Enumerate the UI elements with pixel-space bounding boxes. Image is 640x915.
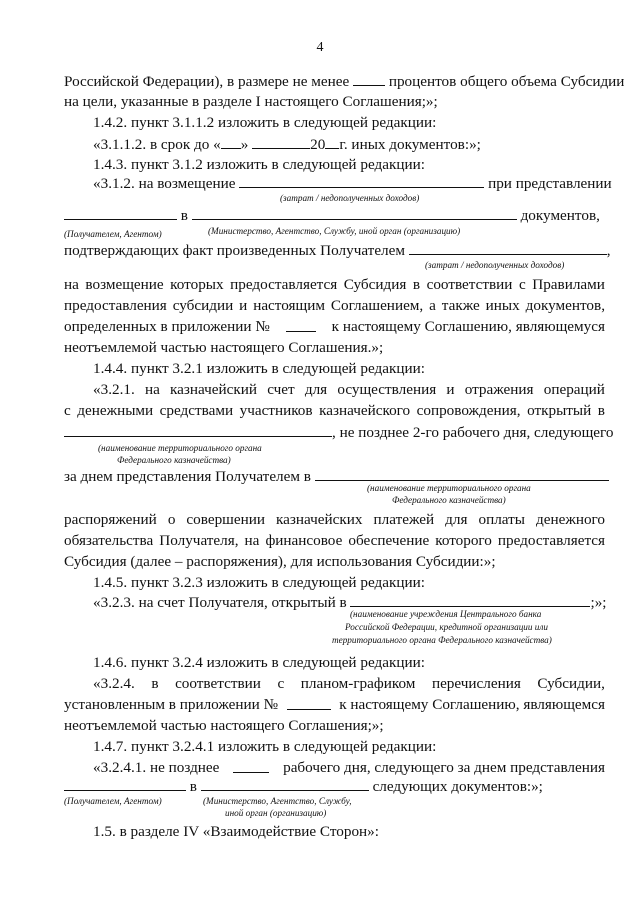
text-line: [64, 511, 605, 529]
field-caption: территориального органа Федерального казначейства): [332, 635, 552, 645]
word: 1.4.6. пункт 3.2.4 изложить в следующей редакции:: [93, 654, 425, 671]
field-caption: (Министерство, Агентство, Службу,: [203, 796, 352, 806]
text-line: [64, 206, 600, 225]
word: с: [64, 402, 71, 419]
field-caption: (наименование территориального органа: [98, 443, 262, 453]
word: в: [412, 276, 421, 293]
word: с: [518, 276, 526, 293]
word: ;»;: [590, 594, 607, 611]
word: 1.5. в разделе IV «Взаимодействие Сторон»:: [93, 823, 379, 840]
field-caption: (наименование территориального органа: [367, 483, 531, 493]
word: на: [64, 276, 79, 293]
word: 1.4.2. пункт 3.1.1.2 изложить в следующей редакции:: [93, 114, 437, 131]
word: сопровождения,: [416, 402, 521, 419]
word: документов,: [520, 207, 600, 224]
word: неотъемлемой частью настоящего Соглашения.»;: [64, 339, 384, 356]
word: «3.1.1.2. в срок до «: [93, 136, 221, 153]
blank-field: [252, 135, 310, 149]
word: обеспечение: [348, 532, 430, 549]
word: предоставления: [64, 297, 167, 314]
word: 20: [310, 136, 326, 153]
blank-field: [409, 241, 607, 255]
text-line: [64, 72, 624, 91]
word: документов,: [525, 297, 605, 314]
text-line: [93, 135, 481, 154]
word: Правилами: [532, 276, 605, 293]
field-caption: (Министерство, Агентство, Службу, иной орган (организацию): [208, 226, 461, 236]
word: к настоящему Соглашению, являющемуся: [331, 318, 605, 335]
word: счет: [267, 381, 295, 398]
word: денежного: [535, 511, 605, 528]
word: обязательства: [64, 532, 154, 549]
word: соответствии: [175, 675, 261, 692]
word: «3.2.1.: [93, 381, 135, 398]
word: платежей: [373, 511, 435, 528]
word: на цели, указанные в разделе I настоящего Соглашения;»;: [64, 93, 438, 110]
word: в: [189, 778, 197, 795]
text-line: [64, 93, 438, 111]
word: для: [304, 381, 328, 398]
word: открытый: [527, 402, 592, 419]
word: Российской Федерации), в размере не менее: [64, 73, 350, 90]
field-caption: (затрат / недополученных доходов): [425, 260, 565, 270]
word: ,: [606, 242, 611, 259]
text-line: [64, 318, 605, 336]
word: субсидии: [172, 297, 234, 314]
word: также: [441, 297, 480, 314]
word: казначейских: [276, 511, 363, 528]
blank-field: [287, 696, 331, 710]
blank-field: [192, 206, 517, 220]
blank-field: [221, 135, 241, 149]
word: казначейского: [319, 402, 411, 419]
word: , не позднее 2-го рабочего дня, следующего: [332, 424, 614, 441]
text-line: [64, 777, 543, 796]
blank-field: [325, 135, 339, 149]
word: 1.4.4. пункт 3.2.1 изложить в следующей редакции:: [93, 360, 425, 377]
field-caption: Российской Федерации, кредитной организации или: [345, 622, 548, 632]
word: следующих документов:»;: [372, 778, 543, 795]
text-line: [93, 738, 436, 756]
text-line: [64, 241, 611, 260]
word: «3.2.3. на счет Получателя, открытый в: [93, 594, 347, 611]
word: которых: [170, 276, 224, 293]
blank-field: [64, 206, 177, 220]
blank-field: [350, 593, 590, 607]
text-line: [64, 696, 605, 714]
word: за днем представления Получателем в: [64, 468, 311, 485]
word: «3.2.4.1. не позднее: [93, 759, 220, 776]
text-line: [64, 423, 613, 442]
word: Получателя,: [159, 532, 239, 549]
text-line: [93, 174, 612, 193]
word: настоящим: [253, 297, 325, 314]
word: Субсидии,: [537, 675, 605, 692]
word: в: [180, 207, 188, 224]
blank-field: [286, 318, 316, 332]
word: перечисления: [431, 675, 521, 692]
text-line: [93, 823, 379, 841]
word: средствами: [159, 402, 234, 419]
blank-field: [353, 72, 385, 86]
text-line: [64, 297, 605, 315]
word: на: [244, 532, 260, 549]
blank-field: [64, 777, 186, 791]
word: о: [167, 511, 176, 528]
word: Субсидия (далее – распоряжения), для использования Субсидии:»;: [64, 553, 496, 570]
blank-field: [233, 759, 269, 773]
word: процентов общего объема Субсидии: [388, 73, 625, 90]
word: в: [151, 675, 159, 692]
word: распоряжений: [64, 511, 157, 528]
word: казначейский: [170, 381, 258, 398]
word: финансовое: [265, 532, 343, 549]
text-line: [93, 675, 605, 693]
word: возмещение: [85, 276, 164, 293]
word: и: [239, 297, 248, 314]
blank-field: [64, 423, 332, 437]
field-caption: Федерального казначейства): [117, 455, 231, 465]
field-caption: Федерального казначейства): [392, 495, 506, 505]
text-line: [64, 402, 605, 420]
word: г. иных документов:»;: [339, 136, 481, 153]
word: «3.1.2. на возмещение: [93, 175, 236, 192]
word: и: [446, 381, 455, 398]
text-line: [64, 532, 605, 550]
word: соответствии: [426, 276, 513, 293]
word: Соглашением,: [330, 297, 424, 314]
word: установленным в приложении №: [64, 696, 279, 713]
word: совершении: [186, 511, 265, 528]
text-line: [64, 717, 384, 735]
word: планом-графиком: [300, 675, 416, 692]
text-line: [93, 381, 605, 399]
blank-field: [315, 467, 609, 481]
blank-field: [201, 777, 369, 791]
text-line: [93, 114, 436, 132]
field-caption: (Получателем, Агентом): [64, 229, 162, 239]
text-line: [93, 156, 425, 174]
text-line: [93, 759, 605, 777]
word: неотъемлемой частью настоящего Соглашения;»;: [64, 717, 384, 734]
word: рабочего дня, следующего за днем представления: [283, 759, 605, 776]
word: участников: [239, 402, 313, 419]
blank-field: [239, 174, 484, 188]
word: в: [597, 402, 605, 419]
text-line: [64, 553, 496, 571]
field-caption: (наименование учреждения Центрального банка: [350, 609, 542, 619]
word: осуществления: [337, 381, 437, 398]
text-line: [93, 360, 425, 378]
word: Субсидия: [343, 276, 407, 293]
text-line: [93, 654, 425, 672]
word: с: [277, 675, 285, 692]
field-caption: иной орган (организацию): [225, 808, 327, 818]
word: при представлении: [488, 175, 612, 192]
word: операций: [543, 381, 605, 398]
word: 1.4.7. пункт 3.2.4.1 изложить в следующей редакции:: [93, 738, 437, 755]
field-caption: (Получателем, Агентом): [64, 796, 162, 806]
word: оплаты: [478, 511, 525, 528]
word: «3.2.4.: [93, 675, 135, 692]
word: которого: [435, 532, 492, 549]
field-caption: (затрат / недополученных доходов): [280, 193, 420, 203]
word: к настоящему Соглашению, являющемся: [339, 696, 605, 713]
word: на: [144, 381, 160, 398]
word: 1.4.3. пункт 3.1.2 изложить в следующей редакции:: [93, 156, 425, 173]
text-line: [93, 574, 425, 592]
word: определенных в приложении №: [64, 318, 270, 335]
word: »: [240, 136, 249, 153]
word: а: [429, 297, 436, 314]
text-line: [64, 339, 383, 357]
page-number: 4: [316, 40, 324, 55]
word: для: [445, 511, 468, 528]
word: отражения: [464, 381, 534, 398]
word: иных: [485, 297, 520, 314]
word: предоставляется: [497, 532, 605, 549]
word: денежными: [77, 402, 154, 419]
text-line: [64, 276, 605, 294]
word: предоставляется: [230, 276, 338, 293]
word: подтверждающих факт произведенных Получателем: [64, 242, 405, 259]
word: 1.4.5. пункт 3.2.3 изложить в следующей редакции:: [93, 574, 425, 591]
